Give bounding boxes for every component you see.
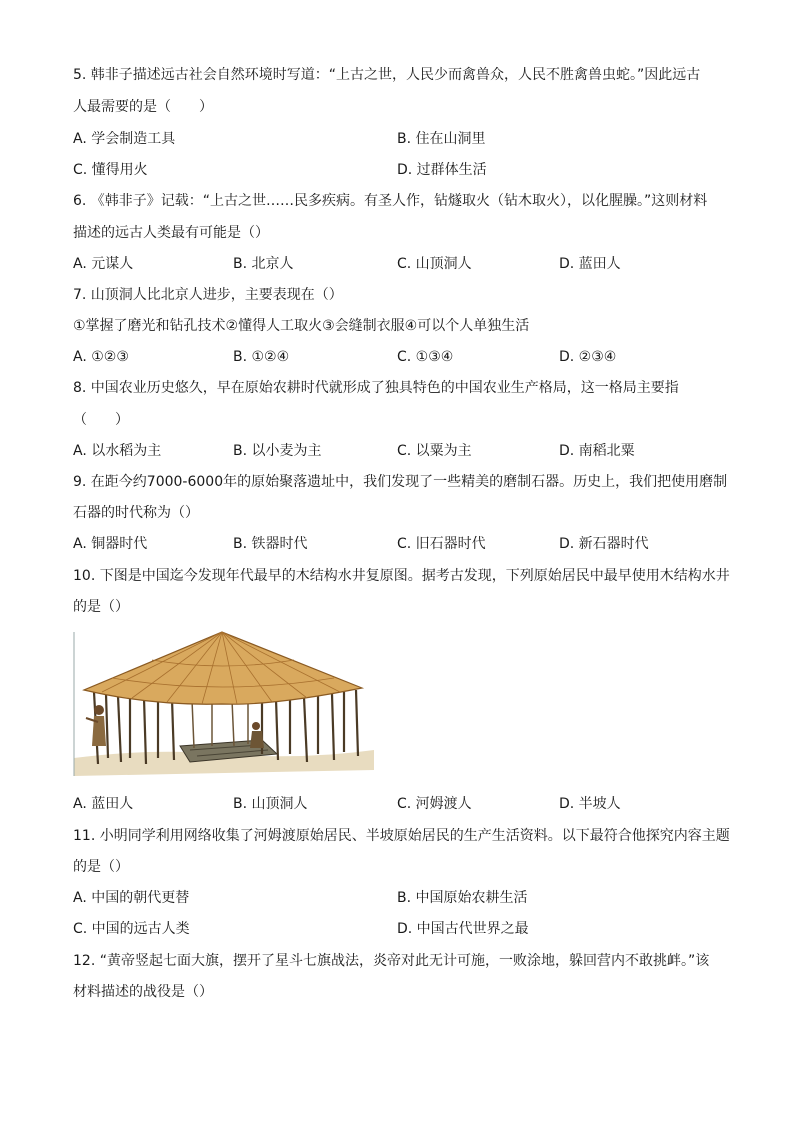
question-9-stem-line-2: 石器的时代称为（） bbox=[73, 505, 199, 521]
question-11-option-c: C. 中国的远古人类 bbox=[73, 921, 190, 937]
question-10-option-d: D. 半坡人 bbox=[559, 796, 621, 812]
question-11-option-a: A. 中国的朝代更替 bbox=[73, 890, 190, 906]
question-5-option-c: C. 懂得用火 bbox=[73, 162, 148, 178]
question-10-stem-line-2: 的是（） bbox=[73, 599, 129, 615]
question-9-option-c: C. 旧石器时代 bbox=[397, 536, 486, 552]
question-6-stem-line-2: 描述的远古人类最有可能是（） bbox=[73, 225, 269, 241]
question-6-option-d: D. 蓝田人 bbox=[559, 256, 621, 272]
question-8-stem-line-1: 8. 中国农业历史悠久，早在原始农耕时代就形成了独具特色的中国农业生产格局，这一格局主要指 bbox=[73, 380, 679, 396]
question-7-stem-line-1: 7. 山顶洞人比北京人进步，主要表现在（） bbox=[73, 287, 343, 303]
question-6-option-b: B. 北京人 bbox=[233, 256, 294, 272]
question-5-stem-line-1: 5. 韩非子描述远古社会自然环境时写道：“上古之世，人民少而禽兽众，人民不胜禽兽虫蛇。”因此远古 bbox=[73, 67, 701, 83]
question-10-option-a: A. 蓝田人 bbox=[73, 796, 134, 812]
question-8-option-a: A. 以水稻为主 bbox=[73, 443, 162, 459]
question-11-option-b: B. 中国原始农耕生活 bbox=[397, 890, 528, 906]
question-12-stem-line-2: 材料描述的战役是（） bbox=[73, 984, 213, 1000]
question-12-stem-line-1: 12. “黄帝竖起七面大旗，摆开了星斗七旗战法，炎帝对此无计可施，一败涂地，躲回营内不敢挑衅。”该 bbox=[73, 953, 710, 969]
question-7-option-b: B. ①②④ bbox=[233, 349, 290, 365]
question-6-option-c: C. 山顶洞人 bbox=[397, 256, 472, 272]
question-5-option-b: B. 住在山洞里 bbox=[397, 131, 486, 147]
question-6-stem-line-1: 6. 《韩非子》记载：“上古之世……民多疾病。有圣人作，钻燧取火（钻木取火），以化腥臊。”这则材料 bbox=[73, 193, 708, 209]
question-9-option-b: B. 铁器时代 bbox=[233, 536, 308, 552]
question-5-option-d: D. 过群体生活 bbox=[397, 162, 487, 178]
question-7-option-d: D. ②③④ bbox=[559, 349, 617, 365]
question-8-stem-line-2: （ ） bbox=[73, 412, 129, 428]
question-11-stem-line-1: 11. 小明同学利用网络收集了河姆渡原始居民、半坡原始居民的生产生活资料。以下最符合他探究内容主题 bbox=[73, 828, 730, 844]
question-5-option-a: A. 学会制造工具 bbox=[73, 131, 176, 147]
question-7-option-a: A. ①②③ bbox=[73, 349, 129, 365]
question-6-option-a: A. 元谋人 bbox=[73, 256, 134, 272]
question-9-option-a: A. 铜器时代 bbox=[73, 536, 148, 552]
question-10-stem-line-1: 10. 下图是中国迄今发现年代最早的木结构水井复原图。据考古发现，下列原始居民中最早使用木结构水井 bbox=[73, 568, 730, 584]
question-9-option-d: D. 新石器时代 bbox=[559, 536, 649, 552]
question-11-stem-line-2: 的是（） bbox=[73, 859, 129, 875]
question-7-stem-line-2: ①掌握了磨光和钻孔技术②懂得人工取火③会缝制衣服④可以个人单独生活 bbox=[73, 318, 530, 334]
question-10-option-c: C. 河姆渡人 bbox=[397, 796, 472, 812]
question-8-option-d: D. 南稻北粟 bbox=[559, 443, 635, 459]
question-9-stem-line-1: 9. 在距今约7000-6000年的原始聚落遗址中，我们发现了一些精美的磨制石器。历史上，我们把使用磨制 bbox=[73, 474, 728, 490]
question-8-option-c: C. 以粟为主 bbox=[397, 443, 472, 459]
question-5-stem-line-2: 人最需要的是（ ） bbox=[73, 99, 213, 115]
question-11-option-d: D. 中国古代世界之最 bbox=[397, 921, 529, 937]
wooden-well-illustration bbox=[72, 630, 377, 778]
question-7-option-c: C. ①③④ bbox=[397, 349, 454, 365]
question-8-option-b: B. 以小麦为主 bbox=[233, 443, 322, 459]
question-10-option-b: B. 山顶洞人 bbox=[233, 796, 308, 812]
